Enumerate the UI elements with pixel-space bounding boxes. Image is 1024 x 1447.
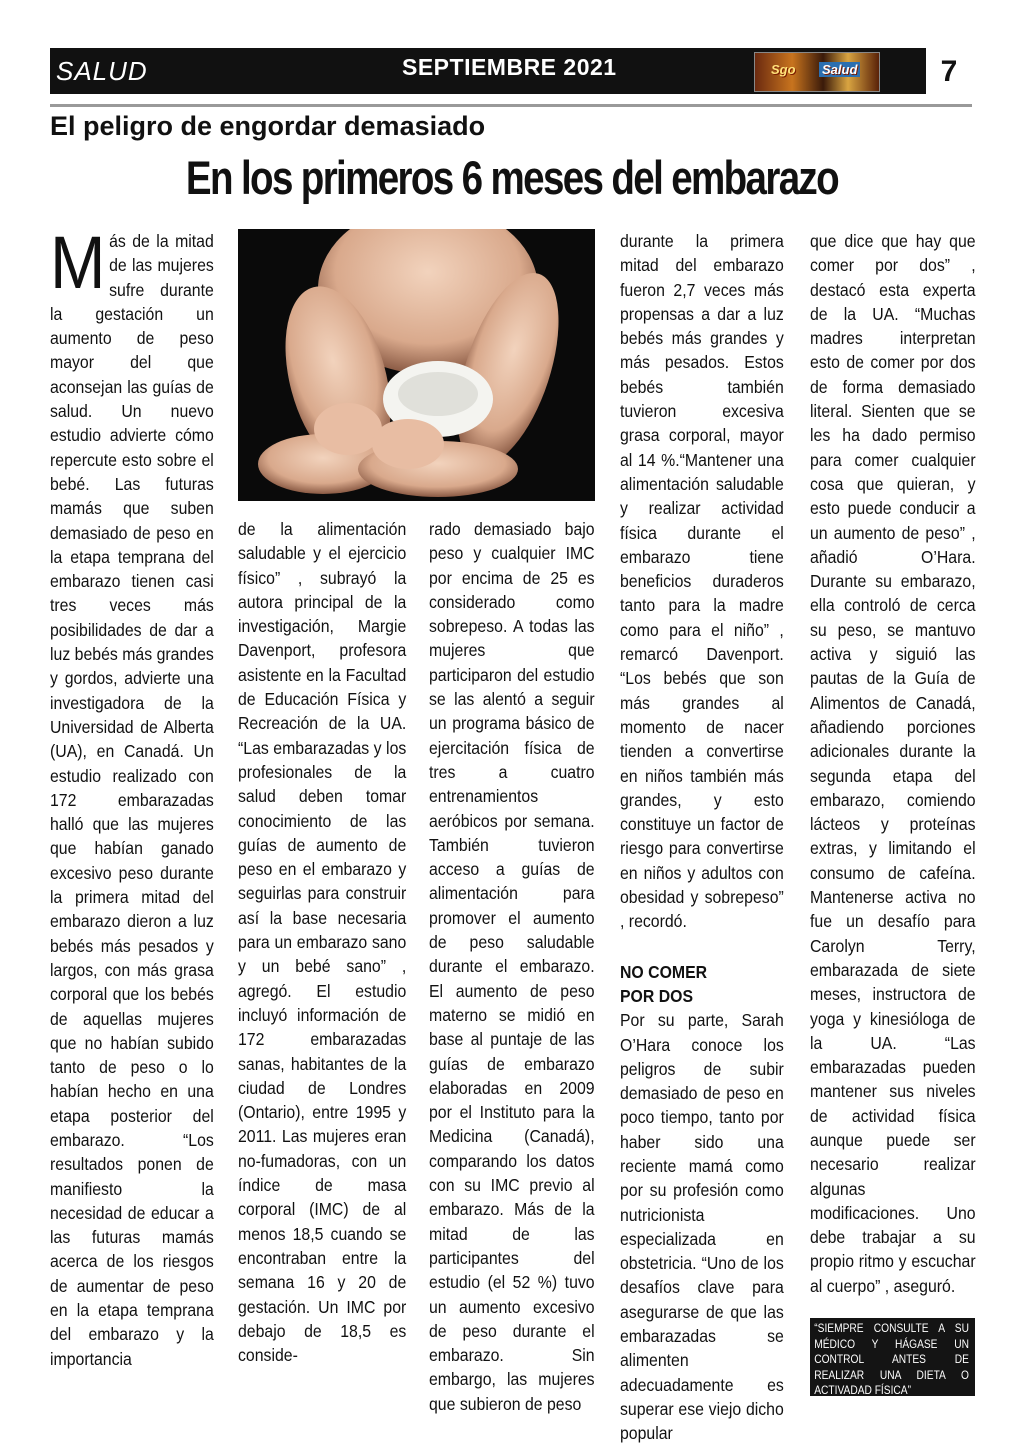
publication-logo <box>754 52 880 92</box>
baby-photo <box>238 229 595 501</box>
page-number: 7 <box>926 48 972 94</box>
column-4-text-b: Por su parte, Sarah O’Hara conoce los peligros de subir demasiado de peso en poco tiempo, tanto por haber sido una reciente mamá como por su profesión como nutricionista especializada en obstetricia. “Uno de los desafíos clave para asegurarse de que las embarazadas se alimenten adecuadamente es superar ese viejo dicho popular <box>620 1010 784 1444</box>
baby-illustration <box>238 229 595 501</box>
header-rule <box>50 104 972 107</box>
section-label: SALUD <box>56 56 148 86</box>
advice-box <box>810 1318 975 1396</box>
article-headline: En los primeros 6 meses del embarazo <box>185 151 839 204</box>
article-column-4 <box>620 229 784 1446</box>
article-kicker: El peligro de engordar demasiado <box>50 111 486 141</box>
article-column-1 <box>50 221 214 1371</box>
column-5-text: que dice que hay que comer por dos” , destacó esta experta de la UA. “Muchas madres interpretan esto de comer por dos de forma demasiado literal. Sienten que se les ha dado permiso para comer cualquier cosa que quieran, y esto puede conducir a un aumento de peso” , añadió O’Hara. Durante su embarazo, ella controló de cerca su peso, se mantuvo activa y siguió las pautas de la Guía de Alimentos de Canadá, añadiendo porciones adicionales durante la segunda etapa del embarazo, comiendo lácteos y proteínas extras, y limitando el consumo de cafeína. Mantenerse activa no fue un desafío para Carolyn Terry, embarazada de siete meses, instructora de yoga y kinesióloga de la UA. “Las embarazadas pueden mantener sus niveles de actividad física aunque puede ser necesario realizar algunas modificaciones. Uno debe trabajar a su propio ritmo y escuchar al cuerpo” , aseguró. <box>810 231 976 1296</box>
column-3-text: rado demasiado bajo peso y cualquier IMC por encima de 25 es considerado como sobrepeso. A todas las mujeres que participaron del estudio se las alentó a seguir un programa básico de ejercitación física de tres a cuatro entrenamientos aeróbicos por semana. También tuvieron acceso a guías de alimentación para promover el aumento de peso saludable durante el embarazo. El aumento de peso materno se midió en base al puntaje de las guías de embarazo elaboradas en 2009 por el Instituto para la Medicina (Canadá), comparando los datos con su IMC previo al embarazo. Más de la mitad de las participantes del estudio (el 52 %) tuvo un aumento excesivo de peso durante el embarazo. Sin embargo, las mujeres que subieron de peso <box>429 519 595 1414</box>
article-column-2 <box>238 517 406 1367</box>
issue-date: SEPTIEMBRE 2021 <box>402 54 617 80</box>
column-2-text: de la alimentación saludable y el ejercicio físico” , subrayó la autora principal de la investigación, Margie Davenport, profesora asistente en la Facultad de Educación Física y Recreación de la UA. “Las embarazadas y los profesionales de la salud deben tomar conocimiento de las guías de aumento de peso en el embarazo y seguirlas para construir así la base necesaria para un embarazo sano y un bebé sano” , agregó. El estudio incluyó información de 172 embarazadas sanas, habitantes de la ciudad de Londres (Ontario), entre 1995 y 2011. Las mujeres eran no-fumadoras, con un índice de masa corporal (IMC) de al menos 18,5 cuando se encontraban entre la semana 16 y 20 de gestación. Un IMC por debajo de 18,5 es conside- <box>238 519 407 1366</box>
advice-text: “SIEMPRE CONSULTE A SU MÉDICO Y HÁGASE UN CONTROL ANTES DE REALIZAR UNA DIETA O ACTIVADAD FÍSICA” <box>814 1321 969 1397</box>
drop-cap: M <box>50 221 106 304</box>
column-1-text: ás de la mitad de las mujeres sufre durante la gestación un aumento de peso mayor del que aconsejan las guías de salud. Un nuevo estudio advierte cómo repercute esto sobre el bebé. Las futuras mamás que suben demasiado de peso en la etapa temprana del embarazo tienen casi tres veces más posibilidades de dar a luz bebés más grandes y gordos, advierte una investigadora de la Universidad de Alberta (UA), en Canadá. Un estudio realizado con 172 embarazadas halló que las mujeres que habían ganado excesivo peso durante la primera mitad del embarazo dieron a luz bebés más pesados y largos, con más grasa corporal que los bebés de aquellas mujeres que no habían subido tanto de peso o lo habían hecho en una etapa posterior del embarazo. “Los resultados ponen de manifiesto la necesidad de educar a las futuras mamás acerca de los riesgos de aumentar de peso en la etapa temprana del embarazo y la importancia <box>50 231 214 1369</box>
column-4-text-a: durante la primera mitad del embarazo fueron 2,7 veces más propensas a dar a luz bebés más grandes y más pesados. Estos bebés también tuvieron excesiva grasa corporal, mayor al 14 %.“Mantener una alimentación saludable y realizar actividad física durante el embarazo tiene beneficios duraderos tanto para la madre como para el niño” , remarcó Davenport. “Los bebés que son más grandes al momento de nacer tienden a convertirse en niños también más grandes, y esto constituye un factor de riesgo para convertirse en niños y adultos con obesidad y sobrepeso” , recordó. <box>620 231 784 932</box>
article-column-5 <box>810 229 976 1298</box>
logo-text-left: Sgo <box>771 62 796 77</box>
article-column-3 <box>429 517 595 1416</box>
section-subhead: NO COMER POR DOS <box>620 961 708 1006</box>
page-header <box>50 48 972 94</box>
logo-text-right: Salud <box>819 62 860 77</box>
